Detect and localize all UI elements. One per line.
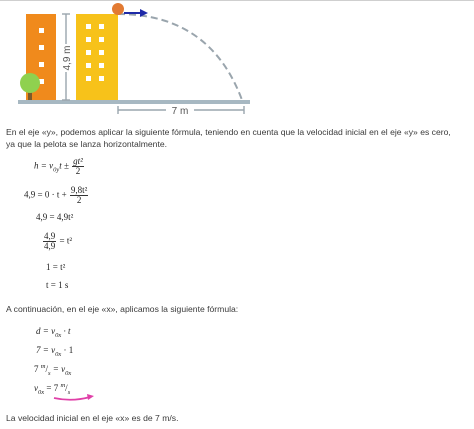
tree <box>20 73 40 93</box>
equation-x-1: $d = v_{0x} \cdot t$ <box>36 326 71 339</box>
equation-y-5: 1 = t² <box>46 262 66 272</box>
distance-label: 7 m <box>171 106 189 117</box>
x-axis-intro: A continuación, en el eje «x», aplicamos la siguiente fórmula: <box>6 304 239 314</box>
equation-y-2: 4,9 = 0 · t + $\frac{\text{9,8t²}}{2}$ <box>24 185 88 205</box>
equation-y-4: $\frac{4,9}{4,9}$ = t² <box>44 231 73 251</box>
equation-y-6: t = 1 s <box>46 280 69 290</box>
conclusion-text: La velocidad inicial en el eje «x» es de 7 m/s. <box>6 413 179 423</box>
ball <box>112 3 124 15</box>
equation-y-1: $h = v_{0y}t$ ± $\frac{\text{gt²}}{2}$ <box>34 156 83 176</box>
height-label: 4,9 m <box>62 45 73 71</box>
equation-y-3: 4,9 = 4,9t² <box>36 212 74 222</box>
intro-line-2: ya que la pelota se lanza horizontalmente. <box>6 139 167 149</box>
ground-line <box>18 100 250 104</box>
equation-x-2: $7 = v_{0x} \cdot 1$ <box>36 345 74 358</box>
equation-x-3: 7 $^m/_s = v_{0x}$ <box>34 363 72 377</box>
projectile-figure <box>0 0 474 118</box>
trajectory-curve <box>118 14 242 100</box>
right-building <box>76 14 118 100</box>
intro-line-1: En el eje «y», podemos aplicar la siguiente fórmula, teniendo en cuenta que la velocidad inicial en el eje «y» es cero, <box>6 127 451 137</box>
equation-x-4: $v_{0x} = 7$ $^m/_s$ <box>34 382 71 396</box>
result-highlight-arrow <box>50 392 100 404</box>
